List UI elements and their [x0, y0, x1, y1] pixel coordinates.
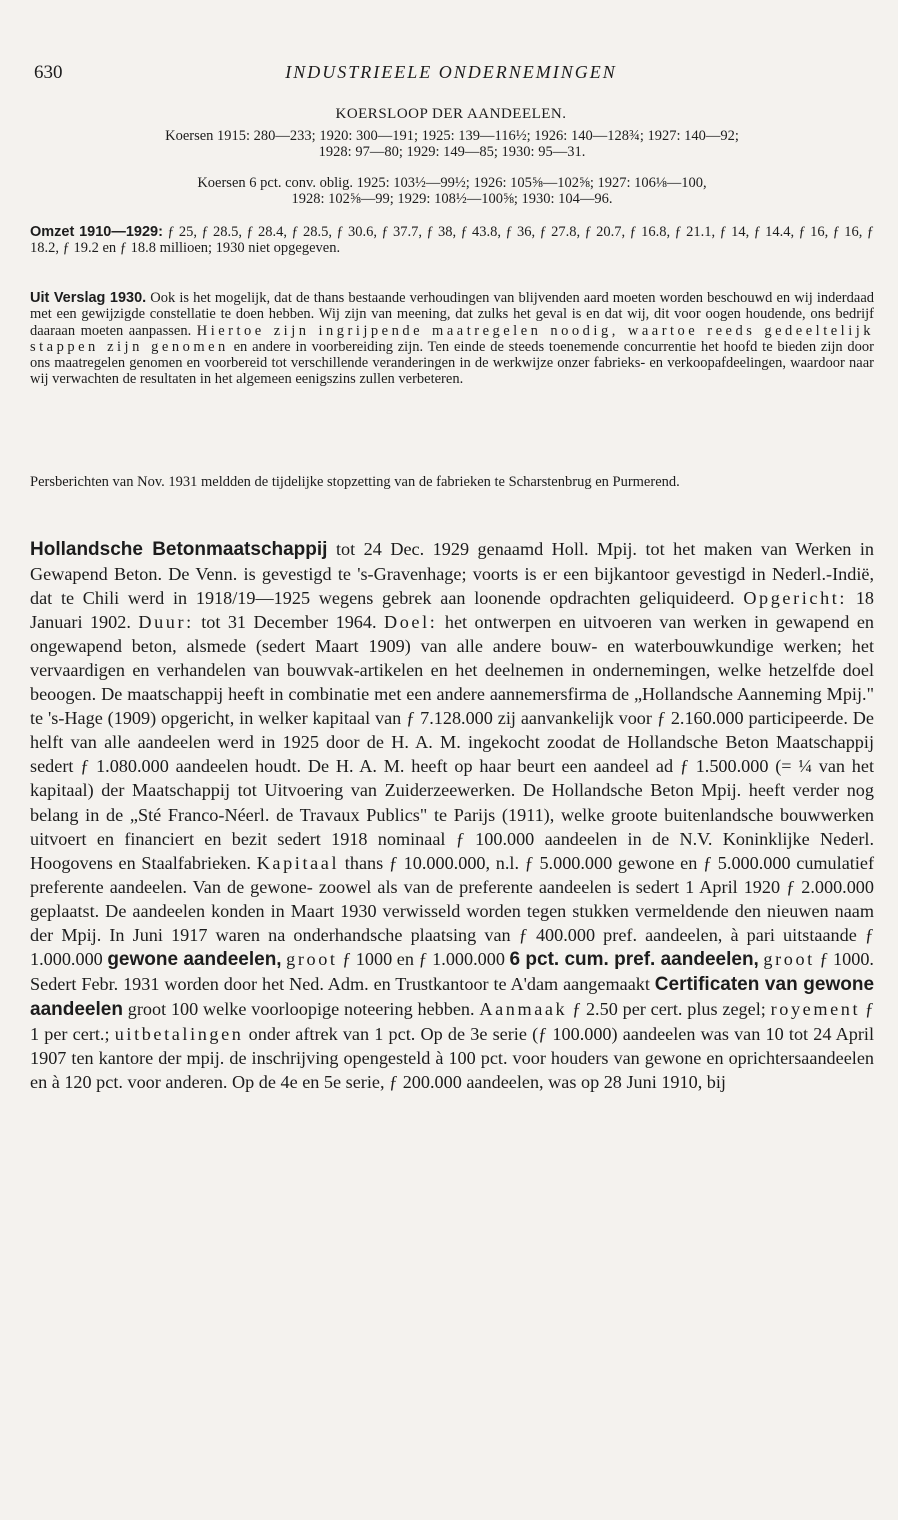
- doel-label: Doel:: [383, 612, 438, 633]
- koers-line-4: 1928: 102⅝—99; 1929: 108½—100⅝; 1930: 104—96.: [291, 191, 613, 208]
- uitbetalingen-label: uitbetalingen: [114, 1023, 244, 1044]
- opgericht-label: Opgericht:: [743, 588, 848, 609]
- main-text-4: het ontwerpen en uitvoeren van werken in gewapend en ongewapend beton, alsmede (sedert Maart 1909) van alle andere bouw- en waterbouwkundige werken; het vervaardigen en verhandelen van bouwvak-artikelen en het deelnemen in ondernemingen, welke hetzelfde doel beoogen. De maatschappij heeft in combinatie met een andere aannemersfirma de „Hollandsche Aanneming Mpij." te 's-Hage (1909) opgericht, in welker kapitaal van ƒ 7.128.000 zij aanvankelijk voor ƒ 2.160.000 participeerde. De helft van alle aandeelen werd in 1925 door de H. A. M. ingekocht zoodat de Hollandsche Beton Maatschappij sedert ƒ 1.080.000 aandeelen houdt. De H. A. M. heeft op haar beurt een aandeel ad ƒ 1.500.000 (= ¼ van het kapitaal) der Maatschappij tot Uitvoering van Zuiderzeewerken. De Hollandsche Beton Mpij. heeft verder nog belang in de „Sté Franco-Néerl. de Travaux Publics" te Parijs (1911), welke groote buitenlandsche bouwwerken uitvoert en financiert en bezit sedert 1918 nominaal ƒ 100.000 aandeelen in de N.V. Koninklijke Nederl. Hoogovens en Staalfabrieken.: [30, 612, 874, 873]
- koers-line-3: Koersen 6 pct. conv. oblig. 1925: 103½—99½; 1926: 105⅝—102⅝; 1927: 106⅛—100,: [197, 175, 707, 191]
- kapitaal-label: Kapitaal: [256, 852, 340, 873]
- gewone-aandeelen-bold: gewone aandeelen,: [107, 948, 282, 970]
- persberichten-paragraph: [30, 474, 874, 490]
- running-title: INDUSTRIEELE ONDERNEMINGEN: [285, 62, 617, 82]
- verslag-spaced: Hiertoe zijn ingrijpende maatregelen noodig, waartoe reeds gedeeltelijk stappen zijn genomen: [30, 322, 875, 355]
- oblig-block: [30, 175, 874, 208]
- main-text-10: ƒ 1 per cert.;: [30, 998, 874, 1044]
- page-number: 630: [34, 62, 63, 83]
- verslag-text-2: en andere in voorbereiding zijn. Ten einde de steeds toenemende concurrentie het hoofd te bieden zijn door ons maatregelen genomen en voorbereid tot verschillende veranderingen in de werkwijze onzer fabrieks- en verkoopafdeelingen, waardoor naar wij verwachten de resultaten in het algemeen eenigszins zullen verbeteren.: [30, 338, 875, 388]
- omzet-paragraph: [30, 224, 874, 257]
- certificaten-bold: Certificaten van gewone aandeelen: [30, 973, 875, 1020]
- koers-line-2: 1928: 97—80; 1929: 149—85; 1930: 95—31.: [318, 144, 586, 161]
- main-text-7: ƒ 1000. Sedert Febr. 1931 worden door het Ned. Adm. en Trustkantoor te A'dam aangemaakt: [30, 948, 874, 994]
- omzet-label: Omzet 1910—1929:: [30, 224, 163, 240]
- company-name: Hollandsche Betonmaatschappij: [30, 539, 328, 560]
- main-text-3: tot 31 December 1964.: [201, 612, 377, 633]
- persberichten-text: Persberichten van Nov. 1931 meldden de tijdelijke stopzetting van de fabrieken te Scharstenbrug en Purmerend.: [30, 474, 680, 490]
- main-text-8: groot 100 welke voorloopige noteering hebben.: [127, 998, 475, 1019]
- verslag-paragraph: [30, 290, 874, 388]
- main-text-6: ƒ 1000 en ƒ 1.000.000: [342, 948, 505, 969]
- main-text-5: thans ƒ 10.000.000, n.l. ƒ 5.000.000 gewone en ƒ 5.000.000 cumulatief preferente aandeelen. Van de gewone- zoowel als van de preferente aandeelen is sedert 1 April 1920 ƒ 2.000.000 geplaatst. De aandeelen konden in Maart 1930 verwisseld worden tegen stukken vermeldende den nieuwen naam der Mpij. In Juni 1917 waren na onderhandsche plaatsing van ƒ 400.000 pref. aandeelen, à pari uitstaande ƒ 1.000.000: [30, 852, 875, 969]
- omzet-text: ƒ 25, ƒ 28.5, ƒ 28.4, ƒ 28.5, ƒ 30.6, ƒ 37.7, ƒ 38, ƒ 43.8, ƒ 36, ƒ 27.8, ƒ 20.7, ƒ 16.8, ƒ 21.1, ƒ 14, ƒ 14.4, ƒ 16, ƒ 16, ƒ 18.2, ƒ 19.2 en ƒ 18.8 millioen; 1930 niet opgegeven.: [30, 224, 875, 257]
- company-article: [30, 537, 874, 1094]
- pref-aandeelen-bold: 6 pct. cum. pref. aandeelen,: [509, 948, 759, 970]
- groot-label-2: groot: [763, 948, 815, 969]
- verslag-text-1: Ook is het mogelijk, dat de thans bestaande verhoudingen van blijvenden aard moeten worden beschouwd en wij inderdaad met een gewijzigde constellatie te doen hebben. Wij zijn van meening, dat zulks het geval is en dat wij, dit voor oogen houdende, ons bedrijf daaraan moeten aanpassen.: [30, 290, 875, 339]
- koers-line-1: Koersen 1915: 280—233; 1920: 300—191; 1925: 139—116½; 1926: 140—128¾; 1927: 140—92;: [165, 128, 739, 144]
- verslag-label: Uit Verslag 1930.: [30, 290, 147, 306]
- main-text-11: onder aftrek van 1 pct. Op de 3e serie (ƒ 100.000) aandeelen was van 10 tot 24 April 1907 ten kantore der mpij. de inschrijving opengesteld à 100 pct. voor houders van gewone en oprichtersaandeelen en à 120 pct. voor anderen. Op de 4e en 5e serie, ƒ 200.000 aandeelen, was op 28 Juni 1910, bij: [30, 1023, 875, 1093]
- groot-label-1: groot: [286, 948, 338, 969]
- koersloop-block: [30, 128, 874, 161]
- duur-label: Duur:: [138, 612, 194, 633]
- main-text-9: ƒ 2.50 per cert. plus zegel;: [572, 998, 766, 1019]
- koersloop-title: KOERSLOOP DER AANDEELEN.: [335, 106, 567, 122]
- page-header: [30, 62, 872, 90]
- main-text-2: 18 Januari 1902.: [30, 588, 875, 633]
- royement-label: royement: [770, 998, 861, 1019]
- main-text-1: tot 24 Dec. 1929 genaamd Holl. Mpij. tot het maken van Werken in Gewapend Beton. De Venn. is gevestigd te 's-Gravenhage; voorts is er een bijkantoor gevestigd in Nederl.-Indië, dat te Chili werd in 1918/19—1925 wegens gebrek aan loonende opdrachten geliquideerd.: [30, 539, 875, 609]
- aanmaak-label: Aanmaak: [479, 998, 568, 1019]
